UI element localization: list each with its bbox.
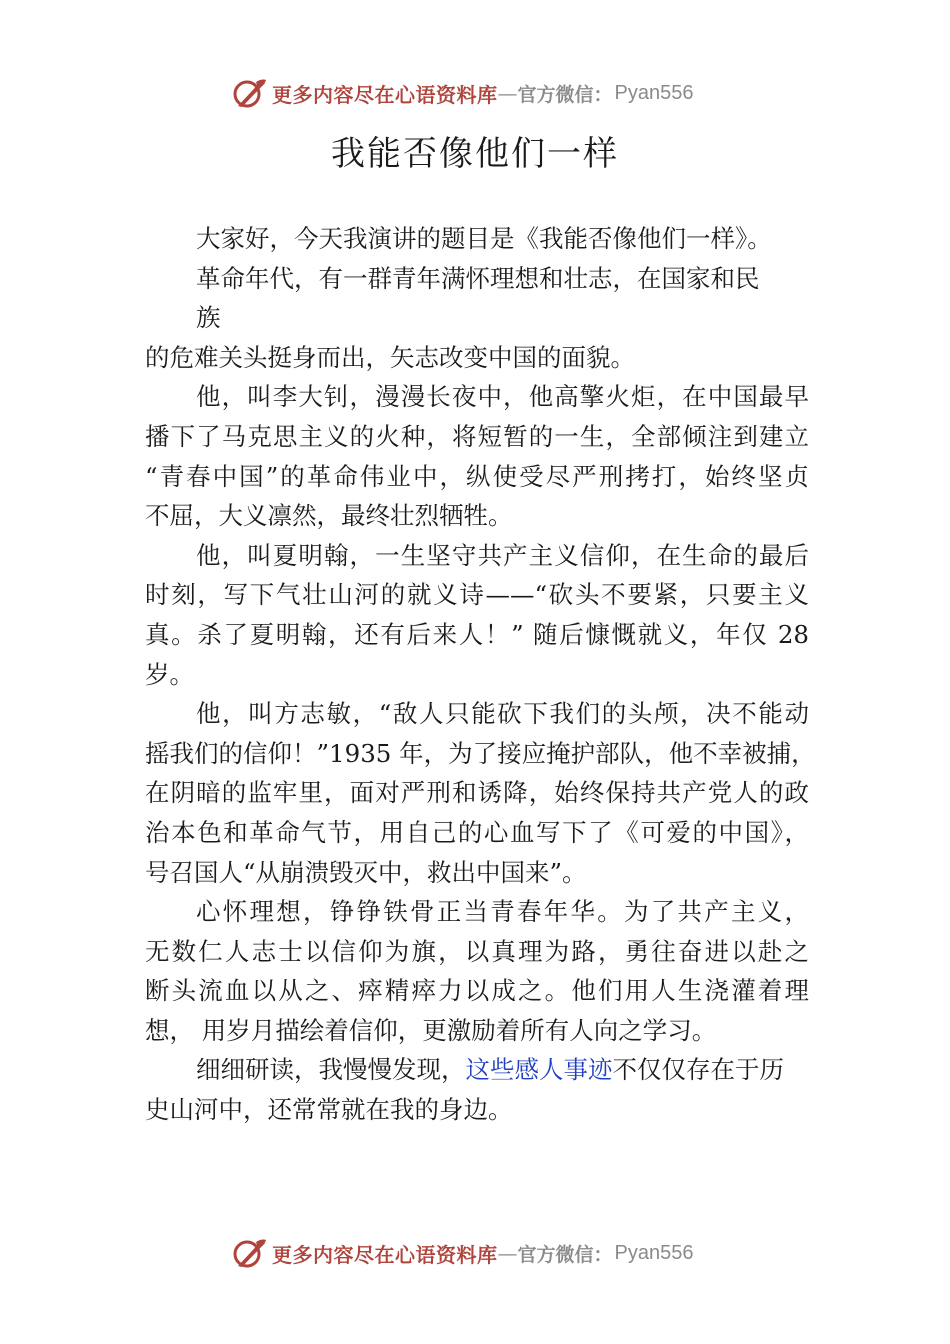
story-link[interactable]: 这些感人事迹 (465, 1055, 613, 1085)
page-title: 我能否像他们一样 (331, 134, 619, 174)
paragraph-6-line: 想， 用岁月描绘着信仰，更激励着所有人向之学习。 (145, 1015, 717, 1045)
banner-dash: — (497, 81, 518, 105)
paragraph-2-line: 族 (196, 303, 221, 333)
paragraph-4-line: 岁。 (145, 659, 194, 689)
speech-body (145, 219, 816, 1130)
paragraph-6-line: 心怀理想，铮铮铁骨正当青春年华。为了共产主义， (196, 897, 809, 927)
banner-dash: — (497, 1241, 518, 1265)
paragraph-3-line: 他，叫李大钊，漫漫长夜中，他高擎火炬，在中国最早 (196, 382, 809, 412)
paragraph-3-line: “青春中国”的革命伟业中，纵使受尽严刑拷打，始终坚贞 (145, 461, 809, 491)
banner-wechat-label: 官方微信： (517, 1243, 613, 1266)
banner-wechat-id: Pyan556 (614, 81, 694, 104)
paragraph-6-line: 断头流血以从之、瘁精瘁力以成之。他们用人生浇灌着理 (145, 976, 809, 1006)
quill-logo-icon (232, 1236, 268, 1270)
banner-wechat-label: 官方微信： (517, 83, 613, 106)
paragraph-5-line: 治本色和革命气节，用自己的心血写下了《可爱的中国》， (145, 817, 809, 847)
paragraph-6-line: 无数仁人志士以信仰为旗，以真理为路，勇往奋进以赴之 (145, 936, 809, 966)
banner-site-name: 更多内容尽在心语资料库 (272, 1242, 498, 1267)
banner-wechat-id: Pyan556 (614, 1241, 694, 1264)
paragraph-7-text: 细细研读，我慢慢发现， (196, 1055, 466, 1085)
paragraph-5-line: 他，叫方志敏，“敌人只能砍下我们的头颅，决不能动 (196, 699, 809, 729)
footer-banner (232, 1236, 693, 1270)
paragraph-2-line: 革命年代，有一群青年满怀理想和壮志，在国家和民 (196, 263, 760, 293)
paragraph-5-line: 在阴暗的监牢里，面对严刑和诱降，始终保持共产党人的政 (145, 778, 809, 808)
paragraph-1-line: 大家好，今天我演讲的题目是《我能否像他们一样》。 (196, 224, 772, 253)
paragraph-3-line: 不屈，大义凛然，最终壮烈牺牲。 (145, 501, 513, 531)
paragraph-2-line: 的危难关头挺身而出，矢志改变中国的面貌。 (145, 342, 635, 372)
banner-site-name: 更多内容尽在心语资料库 (272, 82, 498, 107)
paragraph-3-line: 播下了马克思主义的火种，将短暂的一生，全部倾注到建立 (145, 421, 809, 451)
paragraph-4-line: 真。杀了夏明翰，还有后来人！” 随后慷慨就义，年仅 28 (145, 619, 809, 649)
header-banner (232, 76, 693, 110)
paragraph-5-line: 号召国人“从崩溃毁灭中，救出中国来”。 (145, 857, 587, 887)
paragraph-5-line: 摇我们的信仰！”1935 年，为了接应掩护部队，他不幸被捕， (145, 738, 816, 768)
paragraph-7-line (145, 1050, 809, 1090)
paragraph-7-text: 不仅仅存在于历 (612, 1055, 784, 1085)
paragraph-4-line: 时刻，写下气壮山河的就义诗——“砍头不要紧，只要主义 (145, 580, 809, 610)
paragraph-7-line: 史山河中，还常常就在我的身边。 (145, 1095, 513, 1125)
paragraph-4-line: 他，叫夏明翰，一生坚守共产主义信仰，在生命的最后 (196, 540, 809, 570)
quill-logo-icon (232, 76, 268, 110)
